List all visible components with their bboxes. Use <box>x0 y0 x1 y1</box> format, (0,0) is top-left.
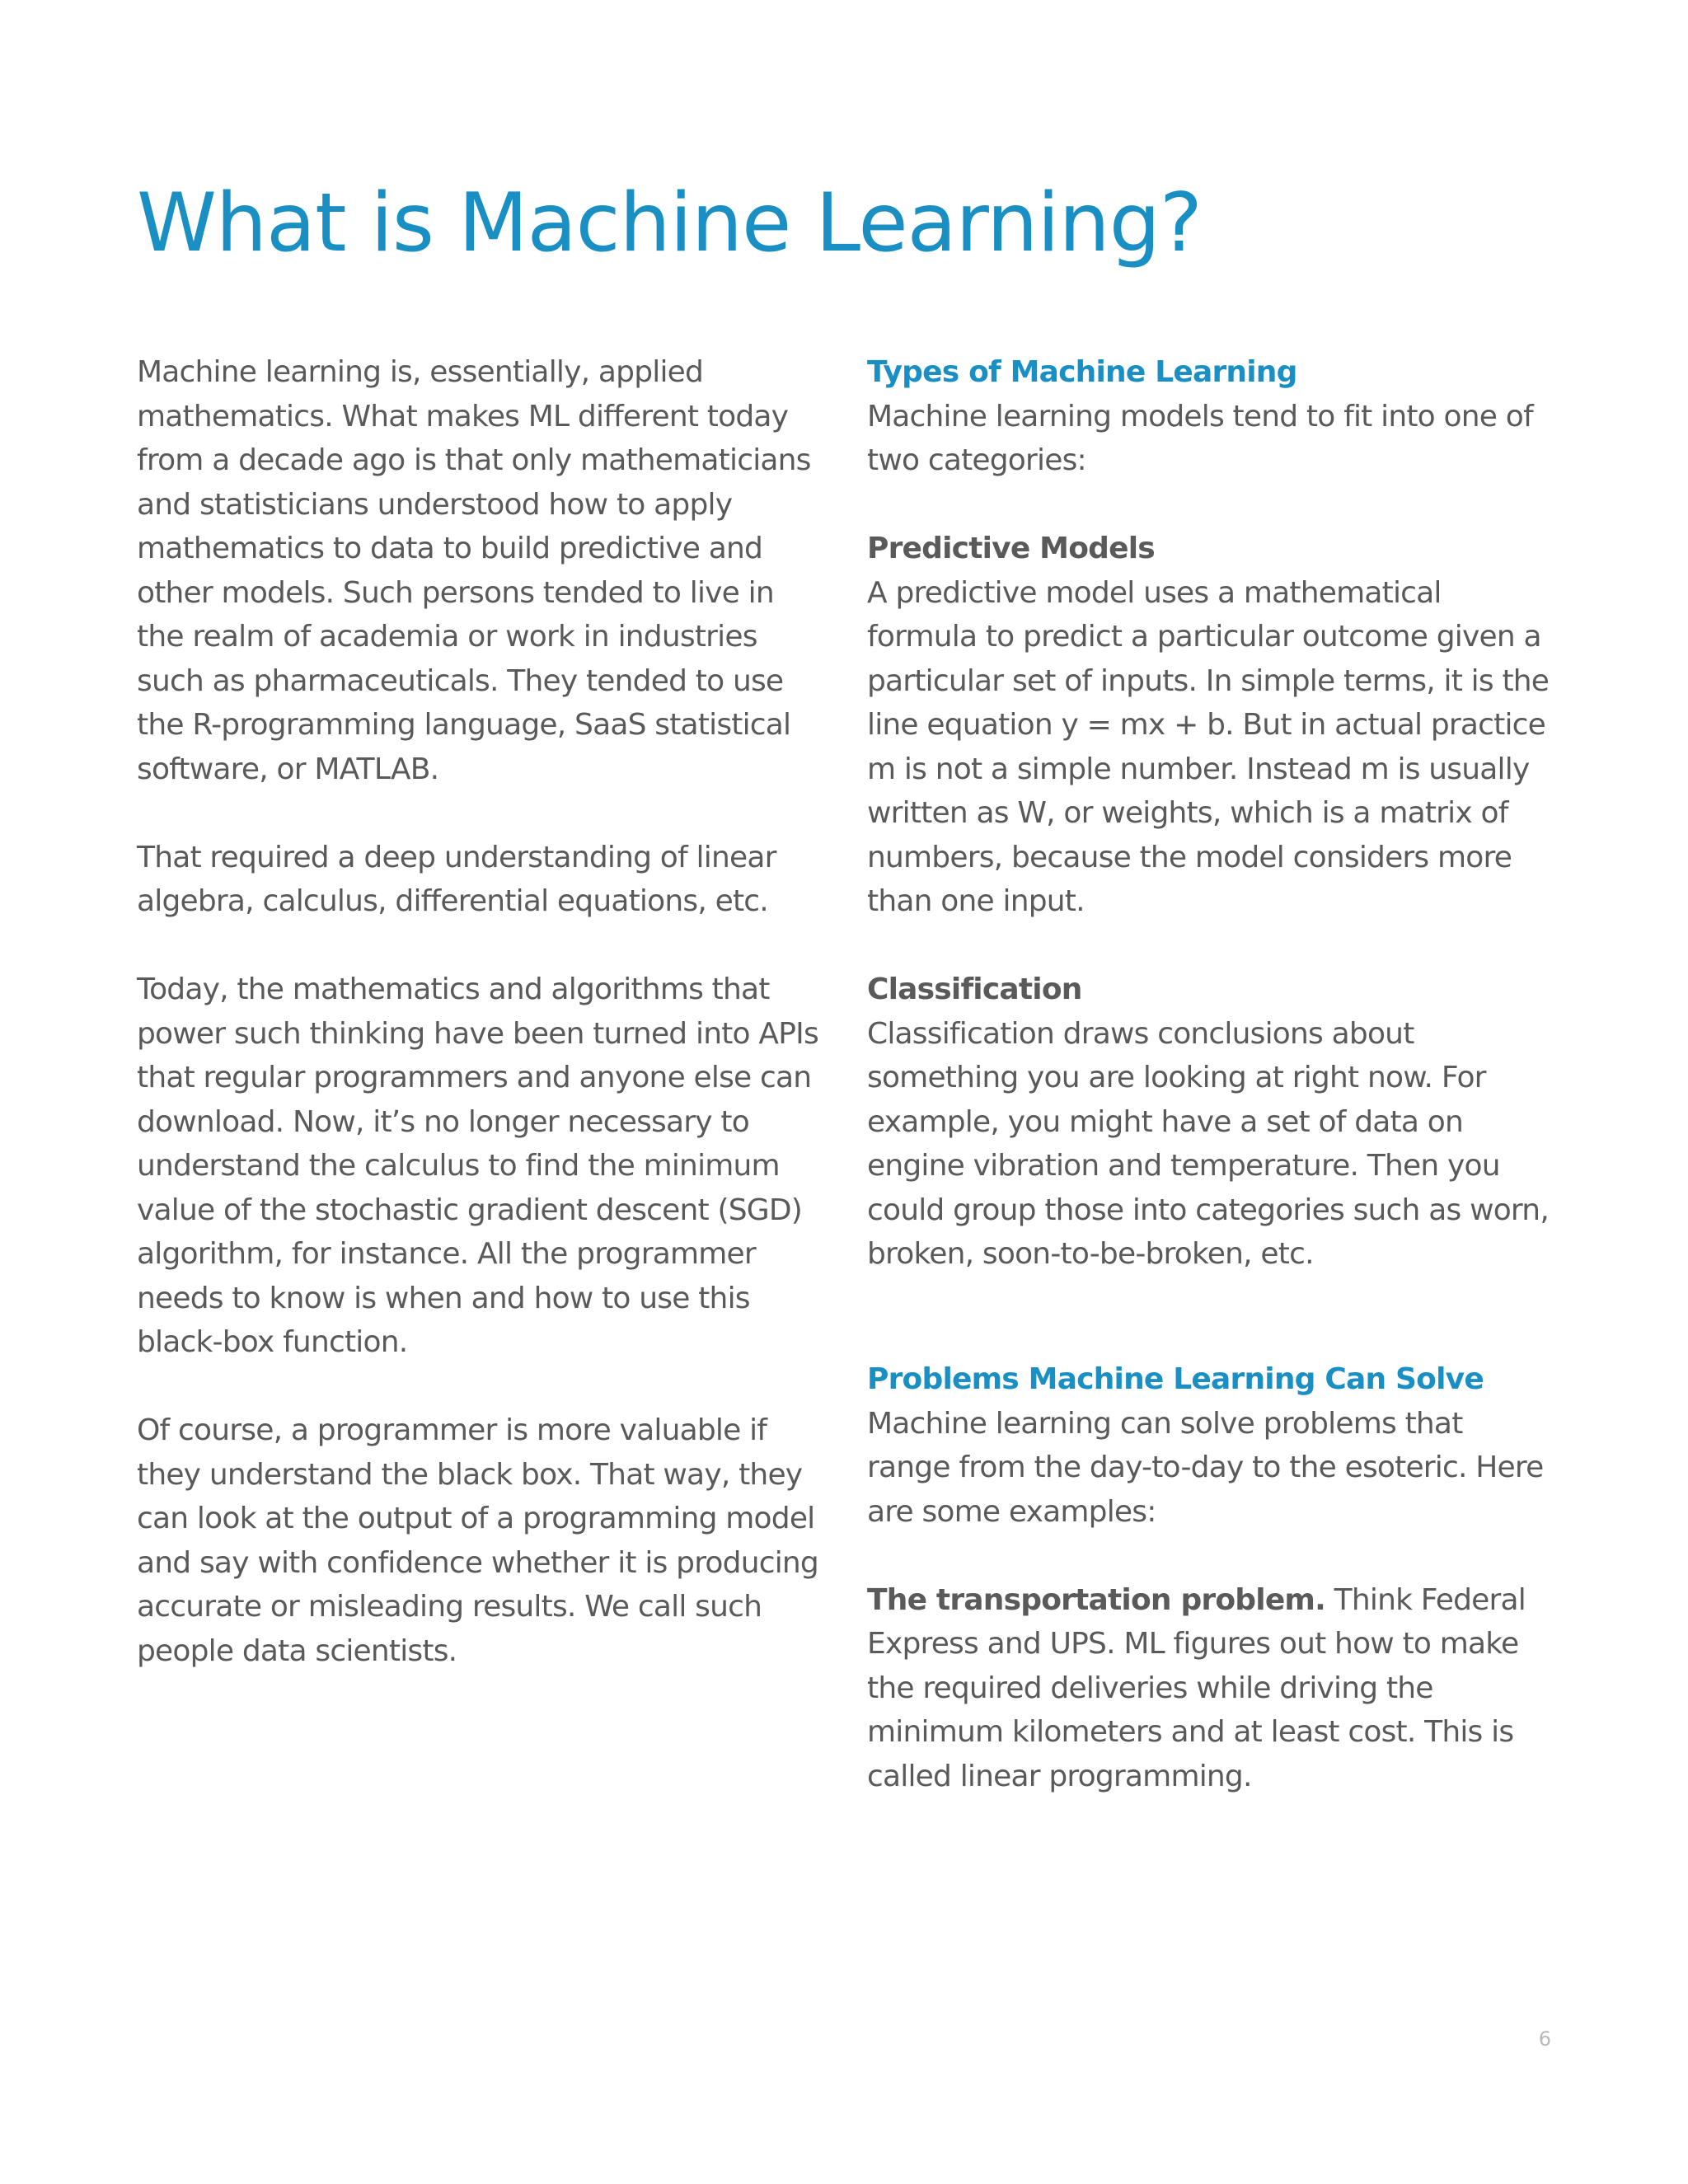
data-scientists-paragraph: Of course, a programmer is more valuable if they understand the black box. That way, they can look at the output of a programming model and say with confidence whether it is producing accurate or misleading results. We call such people data scientists. <box>137 1413 818 1668</box>
problems-heading: Problems Machine Learning Can Solve <box>867 1362 1484 1396</box>
predictive-heading: Predictive Models <box>867 532 1155 565</box>
types-intro: Machine learning models tend to fit into one of two categories: <box>867 399 1533 477</box>
left-column <box>137 350 821 1718</box>
spacer <box>867 1277 1551 1314</box>
classification-text: Classification draws conclusions about something you are looking at right now. For example, you might have a set of data on engine vibration and temperature. Then you could group those into categories such as worn, broken, soon-to-be-broken, etc. <box>867 1016 1549 1271</box>
page-number: 6 <box>1538 2027 1551 2050</box>
transportation-lead: The transportation problem. <box>867 1582 1326 1617</box>
apis-paragraph: Today, the mathematics and algorithms that power such thinking have been turned into APIs that regular programmers and anyone else can download. Now, it’s no longer necessary to understand the calculus to find the minimum value of the stochastic gradient descent (SGD) algorithm, for instance. All the programmer needs to know is when and how to use this black-box function. <box>137 972 818 1359</box>
spacer <box>867 1534 1551 1578</box>
problems-intro: Machine learning can solve problems that range from the day-to-day to the esoteric. Here are some examples: <box>867 1406 1544 1529</box>
spacer <box>867 483 1551 527</box>
requirements-paragraph: That required a deep understanding of linear algebra, calculus, differential equations, etc. <box>137 840 776 918</box>
intro-paragraph: Machine learning is, essentially, applied mathematics. What makes ML different today from a decade ago is that only mathematicians and statisticians understood how to apply mathematics to data to build predictive and other models. Such persons tended to live in the realm of academia or work in industries such as pharmaceuticals. They tended to use the R-programming language, SaaS statistical software, or MATLAB. <box>137 355 811 786</box>
types-heading: Types of Machine Learning <box>867 355 1297 389</box>
transportation-text: Think Federal Express and UPS. ML figures out how to make the required deliveries while driving the minimum kilometers and at least cost. This is called linear programming. <box>867 1582 1526 1793</box>
right-column <box>867 350 1551 1798</box>
spacer <box>867 1314 1551 1358</box>
predictive-text: A predictive model uses a mathematical formula to predict a particular outcome given a particular set of inputs. In simple terms, it is the line equation y = mx + b. But in actual practice m is not a simple number. Instead m is usually written as W, or weights, which is a matrix of numbers, because the model considers more than one input. <box>867 575 1550 918</box>
spacer <box>867 924 1551 968</box>
transportation-paragraph <box>867 1578 1551 1799</box>
classification-heading: Classification <box>867 972 1082 1006</box>
page-title: What is Machine Learning? <box>137 176 1202 270</box>
